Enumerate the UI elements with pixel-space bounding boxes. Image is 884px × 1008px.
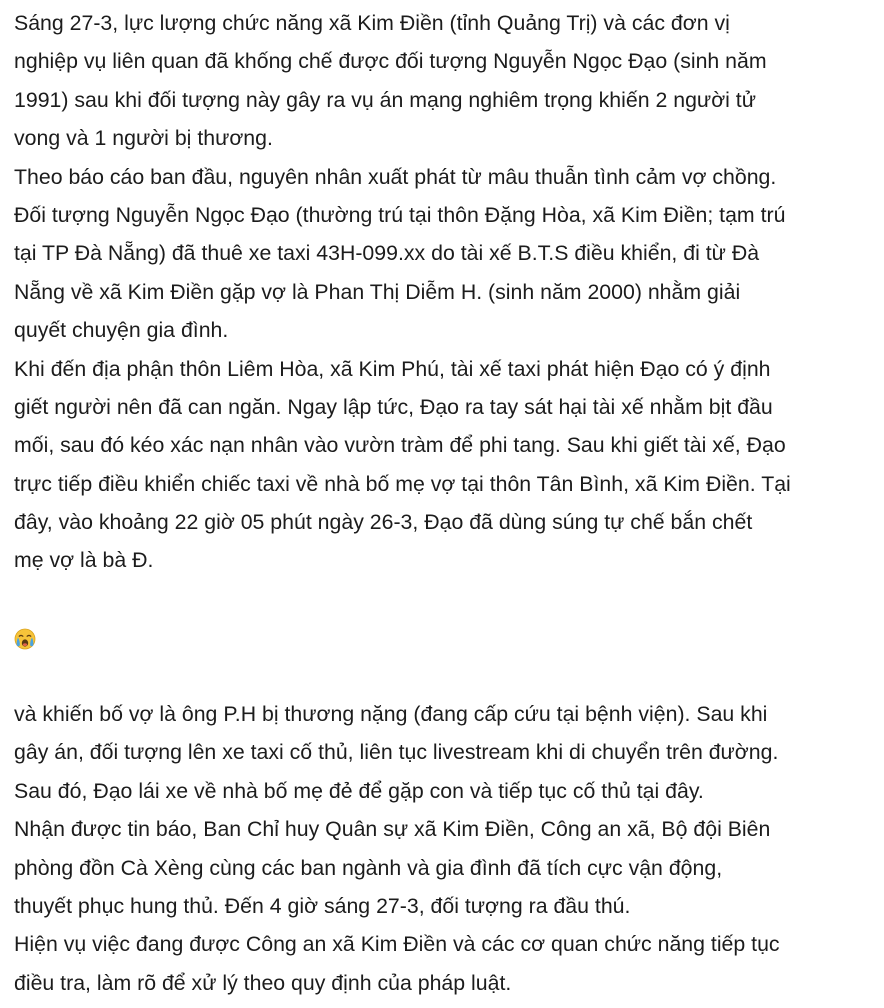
paragraph-4 bbox=[14, 695, 880, 810]
paragraph-5 bbox=[14, 810, 880, 925]
paragraph-1 bbox=[14, 4, 880, 158]
text-line: tại TP Đà Nẵng) đã thuê xe taxi 43H-099.xx do tài xế B.T.S điều khiển, đi từ Đà bbox=[14, 241, 760, 266]
text-line: giết người nên đã can ngăn. Ngay lập tức, Đạo ra tay sát hại tài xế nhằm bịt đầu bbox=[14, 394, 773, 419]
text-line: và khiến bố vợ là ông P.H bị thương nặng (đang cấp cứu tại bệnh viện). Sau khi bbox=[14, 702, 768, 727]
paragraph-2 bbox=[14, 158, 880, 350]
crying-face-emoji-icon bbox=[14, 628, 36, 650]
text-line: Nẵng về xã Kim Điền gặp vợ là Phan Thị Diễm H. (sinh năm 2000) nhằm giải bbox=[14, 279, 741, 304]
text-line: quyết chuyện gia đình. bbox=[14, 318, 229, 343]
text-line: nghiệp vụ liên quan đã khống chế được đối tượng Nguyễn Ngọc Đạo (sinh năm bbox=[14, 49, 767, 74]
text-line: Theo báo cáo ban đầu, nguyên nhân xuất phát từ mâu thuẫn tình cảm vợ chồng. bbox=[14, 164, 777, 189]
text-line: thuyết phục hung thủ. Đến 4 giờ sáng 27-3, đối tượng ra đầu thú. bbox=[14, 893, 631, 918]
text-line: 1991) sau khi đối tượng này gây ra vụ án mạng nghiêm trọng khiến 2 người tử bbox=[14, 87, 756, 112]
text-line: Hiện vụ việc đang được Công an xã Kim Điền và các cơ quan chức năng tiếp tục bbox=[14, 932, 780, 957]
paragraph-6 bbox=[14, 925, 880, 1002]
text-line: Nhận được tin báo, Ban Chỉ huy Quân sự xã Kim Điền, Công an xã, Bộ đội Biên bbox=[14, 817, 771, 842]
text-line: trực tiếp điều khiển chiếc taxi về nhà bố mẹ vợ tại thôn Tân Bình, xã Kim Điền. Tại bbox=[14, 471, 791, 496]
post-content bbox=[14, 4, 880, 1002]
text-line: mối, sau đó kéo xác nạn nhân vào vườn tràm để phi tang. Sau khi giết tài xế, Đạo bbox=[14, 433, 786, 458]
text-line: vong và 1 người bị thương. bbox=[14, 126, 273, 151]
text-line: Khi đến địa phận thôn Liêm Hòa, xã Kim Phú, tài xế taxi phát hiện Đạo có ý định bbox=[14, 356, 771, 381]
text-line: Sau đó, Đạo lái xe về nhà bố mẹ đẻ để gặp con và tiếp tục cố thủ tại đây. bbox=[14, 778, 704, 803]
text-line: phòng đồn Cà Xèng cùng các ban ngành và gia đình đã tích cực vận động, bbox=[14, 855, 723, 880]
text-line: Sáng 27-3, lực lượng chức năng xã Kim Điền (tỉnh Quảng Trị) và các đơn vị bbox=[14, 11, 730, 35]
text-line: gây án, đối tượng lên xe taxi cố thủ, liên tục livestream khi di chuyển trên đường. bbox=[14, 740, 779, 765]
text-line: Đối tượng Nguyễn Ngọc Đạo (thường trú tại thôn Đặng Hòa, xã Kim Điền; tạm trú bbox=[14, 202, 786, 227]
text-line: điều tra, làm rõ để xử lý theo quy định của pháp luật. bbox=[14, 970, 512, 995]
paragraph-3 bbox=[14, 350, 880, 580]
text-line: đây, vào khoảng 22 giờ 05 phút ngày 26-3, Đạo đã dùng súng tự chế bắn chết bbox=[14, 510, 753, 535]
emoji-line bbox=[14, 618, 880, 656]
text-line: mẹ vợ là bà Đ. bbox=[14, 548, 154, 573]
